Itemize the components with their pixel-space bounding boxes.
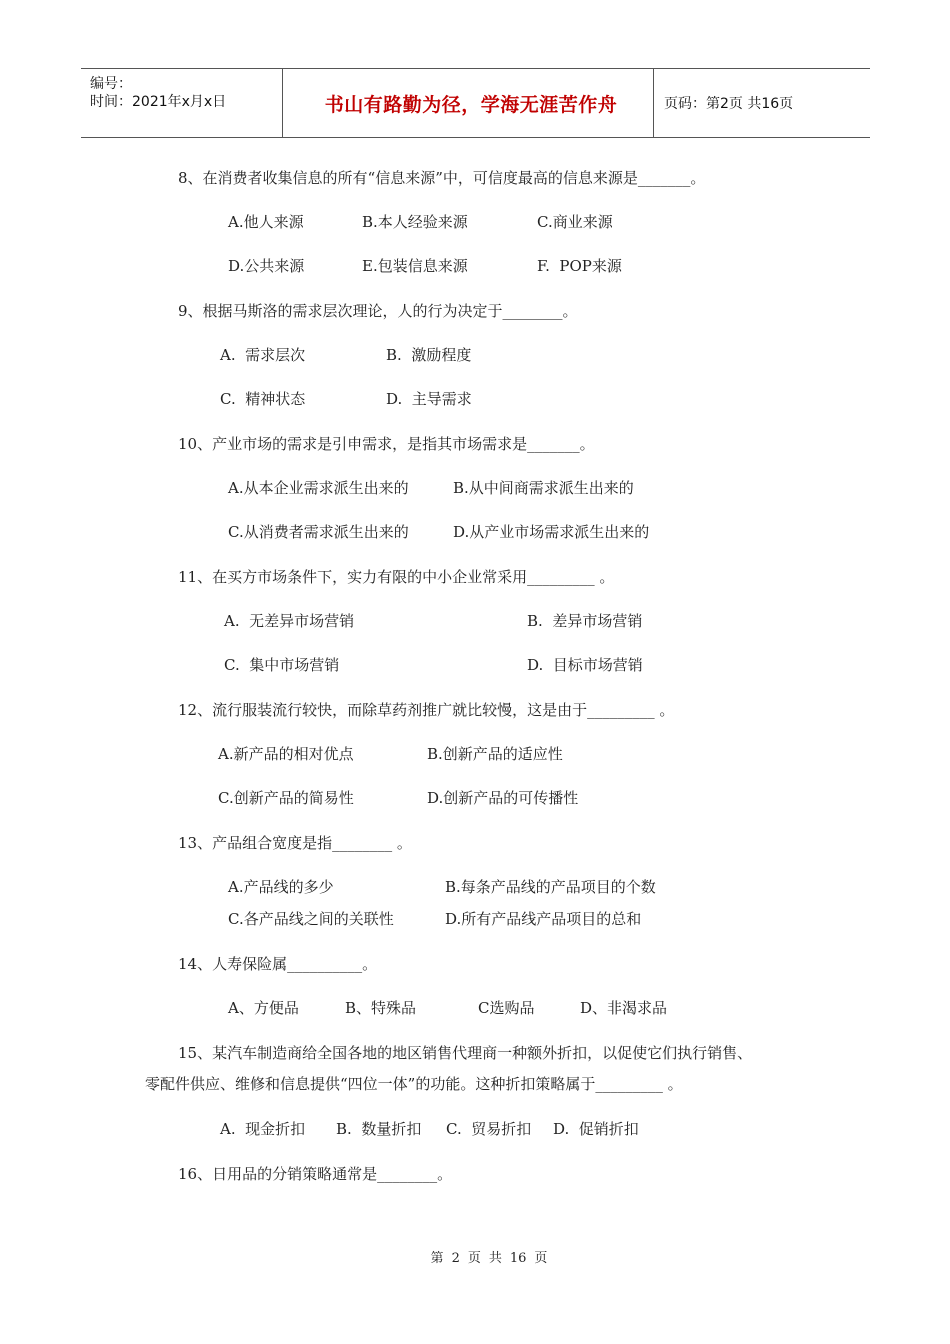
option: B. 激励程度 <box>386 346 472 364</box>
option: A.新产品的相对优点 <box>218 745 354 763</box>
option: B.从中间商需求派生出来的 <box>453 479 634 497</box>
question-stem: 14、人寿保险属__________。 <box>178 955 378 973</box>
page-info: 页码：第2页 共16页 <box>664 96 794 112</box>
header-page-cell <box>654 69 870 137</box>
footer-ye: 页 <box>467 1251 481 1266</box>
question-stem: 10、产业市场的需求是引申需求，是指其市场需求是_______。 <box>178 435 595 453</box>
motto-text: 书山有路勤为径，学海无涯苦作舟 <box>324 93 618 116</box>
option: D. 主导需求 <box>386 390 472 408</box>
option: B.每条产品线的产品项目的个数 <box>445 878 656 896</box>
question-stem: 8、在消费者收集信息的所有“信息来源”中，可信度最高的信息来源是_______。 <box>178 169 706 187</box>
number-label: 编号： <box>90 76 132 92</box>
option: D.所有产品线产品项目的总和 <box>445 910 642 928</box>
option: C. 贸易折扣 <box>446 1120 532 1138</box>
option: A.他人来源 <box>228 213 304 231</box>
option: C.创新产品的简易性 <box>218 789 354 807</box>
question-stem: 16、日用品的分销策略通常是________。 <box>178 1165 453 1183</box>
option: D. 目标市场营销 <box>527 656 643 674</box>
question-stem: 15、某汽车制造商给全国各地的地区销售代理商一种额外折扣，以促使它们执行销售、 <box>178 1044 753 1062</box>
option: A、方便品 <box>228 999 299 1017</box>
option: B.本人经验来源 <box>362 213 468 231</box>
question-stem-continued: 零配件供应、维修和信息提供“四位一体”的功能。这种折扣策略属于_________ 。 <box>145 1075 683 1093</box>
option: C.从消费者需求派生出来的 <box>228 523 409 541</box>
option: A. 无差异市场营销 <box>224 612 355 630</box>
option: C选购品 <box>478 999 535 1017</box>
option: B. 数量折扣 <box>336 1120 422 1138</box>
option: D.公共来源 <box>228 257 305 275</box>
option: B.创新产品的适应性 <box>427 745 563 763</box>
option: B、特殊品 <box>345 999 417 1017</box>
option: D、非渴求品 <box>580 999 668 1017</box>
question-stem: 13、产品组合宽度是指________ 。 <box>178 834 412 852</box>
question-stem: 11、在买方市场条件下，实力有限的中小企业常采用_________ 。 <box>178 568 615 586</box>
footer-total-pages: 16 <box>509 1251 527 1266</box>
time-label: 时间：2021年x月x日 <box>90 94 227 110</box>
question-stem: 9、根据马斯洛的需求层次理论，人的行为决定于________。 <box>178 302 578 320</box>
option: B. 差异市场营销 <box>527 612 643 630</box>
option: C. 集中市场营销 <box>224 656 340 674</box>
option: C.商业来源 <box>537 213 613 231</box>
option: D.从产业市场需求派生出来的 <box>453 523 650 541</box>
footer-ye: 页 <box>534 1251 548 1266</box>
header-meta-cell <box>81 69 282 137</box>
option: E.包装信息来源 <box>362 257 468 275</box>
option: A.从本企业需求派生出来的 <box>228 479 409 497</box>
option: D.创新产品的可传播性 <box>427 789 579 807</box>
option: A. 需求层次 <box>220 346 306 364</box>
footer-di: 第 <box>430 1251 444 1266</box>
page-footer <box>0 1247 950 1266</box>
option: C.各产品线之间的关联性 <box>228 910 394 928</box>
option: C. 精神状态 <box>220 390 306 408</box>
document-header <box>81 68 870 138</box>
footer-gong: 共 <box>488 1251 502 1266</box>
question-stem: 12、流行服装流行较快，而除草药剂推广就比较慢，这是由于_________ 。 <box>178 701 675 719</box>
header-motto-cell <box>283 69 653 137</box>
footer-page-number: 2 <box>451 1251 460 1266</box>
option: A. 现金折扣 <box>220 1120 306 1138</box>
option: D. 促销折扣 <box>553 1120 639 1138</box>
option: A.产品线的多少 <box>228 878 334 896</box>
option: F. POP来源 <box>537 257 622 275</box>
